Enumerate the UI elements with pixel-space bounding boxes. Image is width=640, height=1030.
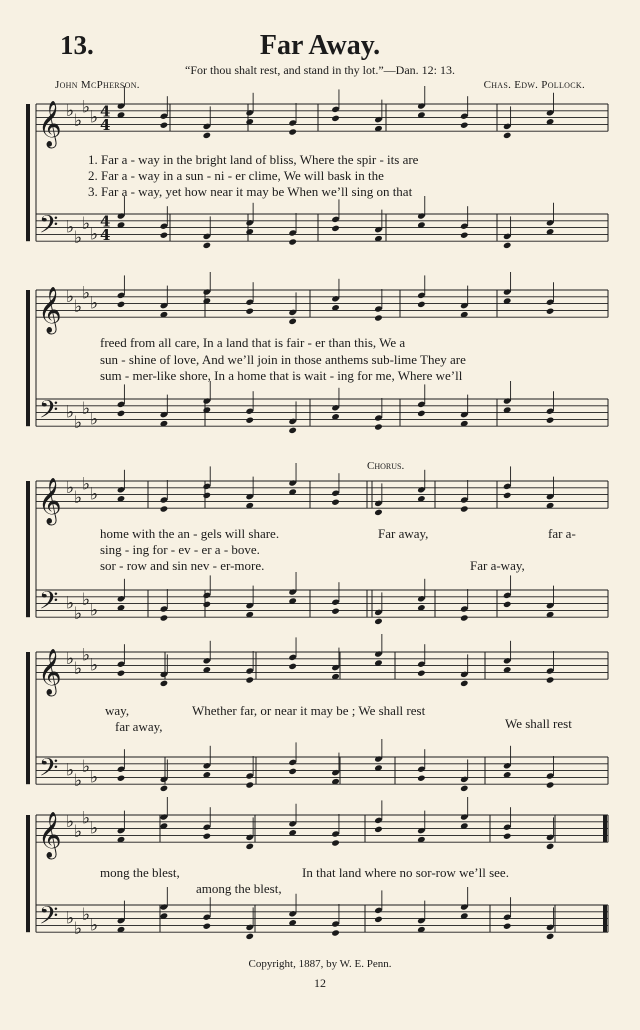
flat-sign: ♭	[82, 645, 91, 666]
note-head	[203, 601, 212, 608]
treble-clef: 𝄞	[38, 812, 62, 859]
flat-sign: ♭	[82, 808, 91, 829]
note-head	[503, 492, 512, 499]
note-head	[460, 614, 469, 621]
note-head	[160, 505, 169, 512]
note-head	[203, 833, 212, 840]
note-head	[503, 833, 512, 840]
note-head	[374, 916, 383, 923]
flat-sign: ♭	[66, 908, 75, 929]
lyric-s4-alto-a: far away,	[115, 719, 163, 734]
treble-clef: 𝄞	[38, 101, 62, 148]
arranger-credit: Chas. Edw. Pollock.	[483, 79, 585, 91]
note-head	[203, 132, 212, 139]
note-head	[374, 423, 383, 430]
note-head	[503, 132, 512, 139]
note-head	[331, 499, 340, 506]
flat-sign: ♭	[74, 770, 83, 791]
flat-sign: ♭	[82, 474, 91, 495]
lyric-s3-verse2: sing - ing for - ev - er a - bove.	[100, 542, 260, 557]
note-head	[546, 843, 555, 850]
note-head	[460, 232, 469, 239]
lyric-s3-chorus-a: Far away,	[378, 526, 429, 541]
flat-sign: ♭	[90, 818, 99, 839]
lyric-s2-verse3: sum - mer-like shore, In a home that is wait - ing for me, Where we’ll	[100, 368, 463, 383]
note-head	[374, 618, 383, 625]
note-head	[117, 301, 126, 308]
flat-sign: ♭	[90, 224, 99, 245]
note-head	[203, 242, 212, 249]
lyric-s2-verse1: freed from all care, In a land that is fair - er than this, We a	[100, 335, 406, 350]
flat-sign: ♭	[74, 822, 83, 842]
note-head	[331, 225, 340, 232]
flat-sign: ♭	[90, 600, 99, 621]
flat-sign: ♭	[82, 757, 91, 778]
bass-clef: 𝄢	[39, 586, 59, 622]
note-head	[417, 301, 426, 308]
flat-sign: ♭	[66, 593, 75, 614]
lyric-s5-b: In that land where no sor-row we’ll see.	[302, 865, 509, 880]
lyric-s5-a: mong the blest,	[100, 865, 180, 880]
copyright-notice: Copyright, 1887, by W. E. Penn.	[248, 958, 392, 970]
note-head	[245, 933, 254, 940]
lyric-s3-verse1: home with the an - gels will share.	[100, 526, 280, 541]
lyric-s4-alto-b: We shall rest	[505, 716, 572, 731]
note-head	[331, 608, 340, 615]
flat-sign: ♭	[66, 477, 75, 498]
flat-sign: ♭	[66, 760, 75, 781]
bass-clef: 𝄢	[39, 210, 59, 246]
note-head	[460, 505, 469, 512]
time-signature-top: 4	[100, 102, 111, 121]
note-head	[546, 781, 555, 788]
hymn-title: Far Away.	[259, 30, 381, 61]
flat-sign: ♭	[66, 100, 75, 121]
flat-sign: ♭	[90, 484, 99, 505]
note-head	[417, 775, 426, 782]
note-head	[245, 781, 254, 788]
note-head	[288, 427, 297, 434]
note-head	[245, 308, 254, 315]
flat-sign: ♭	[82, 214, 91, 235]
note-head	[288, 238, 297, 245]
note-head	[288, 663, 297, 670]
flat-sign: ♭	[66, 811, 75, 832]
flat-sign: ♭	[74, 227, 83, 248]
flat-sign: ♭	[74, 918, 83, 939]
flat-sign: ♭	[90, 767, 99, 788]
time-signature-top: 4	[100, 212, 111, 231]
flat-sign: ♭	[66, 217, 75, 238]
note-head	[203, 492, 212, 499]
flat-sign: ♭	[90, 107, 99, 128]
flat-sign: ♭	[82, 283, 91, 304]
treble-clef: 𝄞	[38, 287, 62, 334]
note-head	[203, 923, 212, 930]
lyric-s4-b: Whether far, or near it may be ; We shall rest	[192, 703, 426, 718]
hymn-number: 13.	[60, 30, 94, 60]
time-signature-bottom: 4	[100, 226, 111, 245]
note-head	[160, 785, 169, 792]
composer-credit: John McPherson.	[55, 79, 140, 91]
lyric-s2-verse2: sun - shine of love, And we’ll join in those anthems sub-lime They are	[100, 352, 466, 367]
system-brace	[26, 652, 30, 784]
lyric-s1-verse3: 3. Far a - way, yet how near it may be When we’ll sing on that	[88, 184, 413, 199]
note-head	[288, 128, 297, 135]
note-head	[331, 115, 340, 122]
note-head	[245, 676, 254, 683]
chorus-label: Chorus.	[367, 460, 405, 472]
system-brace	[26, 290, 30, 426]
note-head	[503, 601, 512, 608]
note-head	[331, 839, 340, 846]
system-brace	[26, 815, 30, 932]
flat-sign: ♭	[74, 659, 83, 679]
flat-sign: ♭	[90, 655, 99, 676]
lyric-s3-bass: Far a-way,	[470, 558, 525, 573]
lyric-s5-alto: among the blest,	[196, 881, 282, 896]
note-head	[160, 232, 169, 239]
note-head	[288, 318, 297, 325]
note-head	[160, 122, 169, 129]
note-head	[245, 417, 254, 424]
flat-sign: ♭	[74, 488, 83, 508]
lyric-s4-a: way,	[105, 703, 130, 718]
note-head	[546, 676, 555, 683]
bass-clef: 𝄢	[39, 901, 59, 937]
lyric-s1-verse2: 2. Far a - way in a sun - ni - er clime, We will bask in the	[88, 168, 384, 183]
treble-clef: 𝄞	[38, 649, 62, 696]
time-signature-bottom: 4	[100, 116, 111, 135]
note-head	[503, 923, 512, 930]
flat-sign: ♭	[74, 111, 83, 131]
note-head	[160, 680, 169, 687]
final-bar-line	[603, 905, 607, 932]
note-head	[331, 929, 340, 936]
note-head	[374, 826, 383, 833]
note-head	[546, 933, 555, 940]
epigraph: “For thou shalt rest, and stand in thy lot.”—Dan. 12: 13.	[185, 63, 455, 77]
flat-sign: ♭	[82, 590, 91, 611]
flat-sign: ♭	[66, 402, 75, 423]
flat-sign: ♭	[74, 412, 83, 433]
flat-sign: ♭	[90, 293, 99, 314]
note-head	[417, 410, 426, 417]
flat-sign: ♭	[74, 297, 83, 317]
lyric-s3-verse3: sor - row and sin nev - er-more.	[100, 558, 265, 573]
flat-sign: ♭	[66, 648, 75, 669]
system-brace	[26, 481, 30, 617]
flat-sign: ♭	[82, 399, 91, 420]
note-head	[374, 314, 383, 321]
treble-clef: 𝄞	[38, 478, 62, 525]
system-brace	[26, 104, 30, 241]
note-head	[503, 242, 512, 249]
note-head	[460, 785, 469, 792]
note-head	[117, 775, 126, 782]
note-head	[417, 670, 426, 677]
note-head	[460, 122, 469, 129]
flat-sign: ♭	[82, 97, 91, 118]
note-head	[460, 680, 469, 687]
note-head	[546, 417, 555, 424]
flat-sign: ♭	[74, 603, 83, 624]
flat-sign: ♭	[90, 915, 99, 936]
bass-clef: 𝄢	[39, 395, 59, 431]
flat-sign: ♭	[82, 905, 91, 926]
note-head	[546, 308, 555, 315]
lyric-s1-verse1: 1. Far a - way in the bright land of bliss, Where the spir - its are	[88, 152, 419, 167]
final-bar-line	[603, 815, 607, 842]
flat-sign: ♭	[90, 409, 99, 430]
page-number: 12	[314, 976, 326, 990]
flat-sign: ♭	[66, 286, 75, 307]
note-head	[117, 670, 126, 677]
note-head	[117, 410, 126, 417]
note-head	[245, 843, 254, 850]
note-head	[288, 768, 297, 775]
bass-clef: 𝄢	[39, 753, 59, 789]
lyric-s3-chorus-b: far a-	[548, 526, 576, 541]
note-head	[374, 509, 383, 516]
note-head	[160, 614, 169, 621]
